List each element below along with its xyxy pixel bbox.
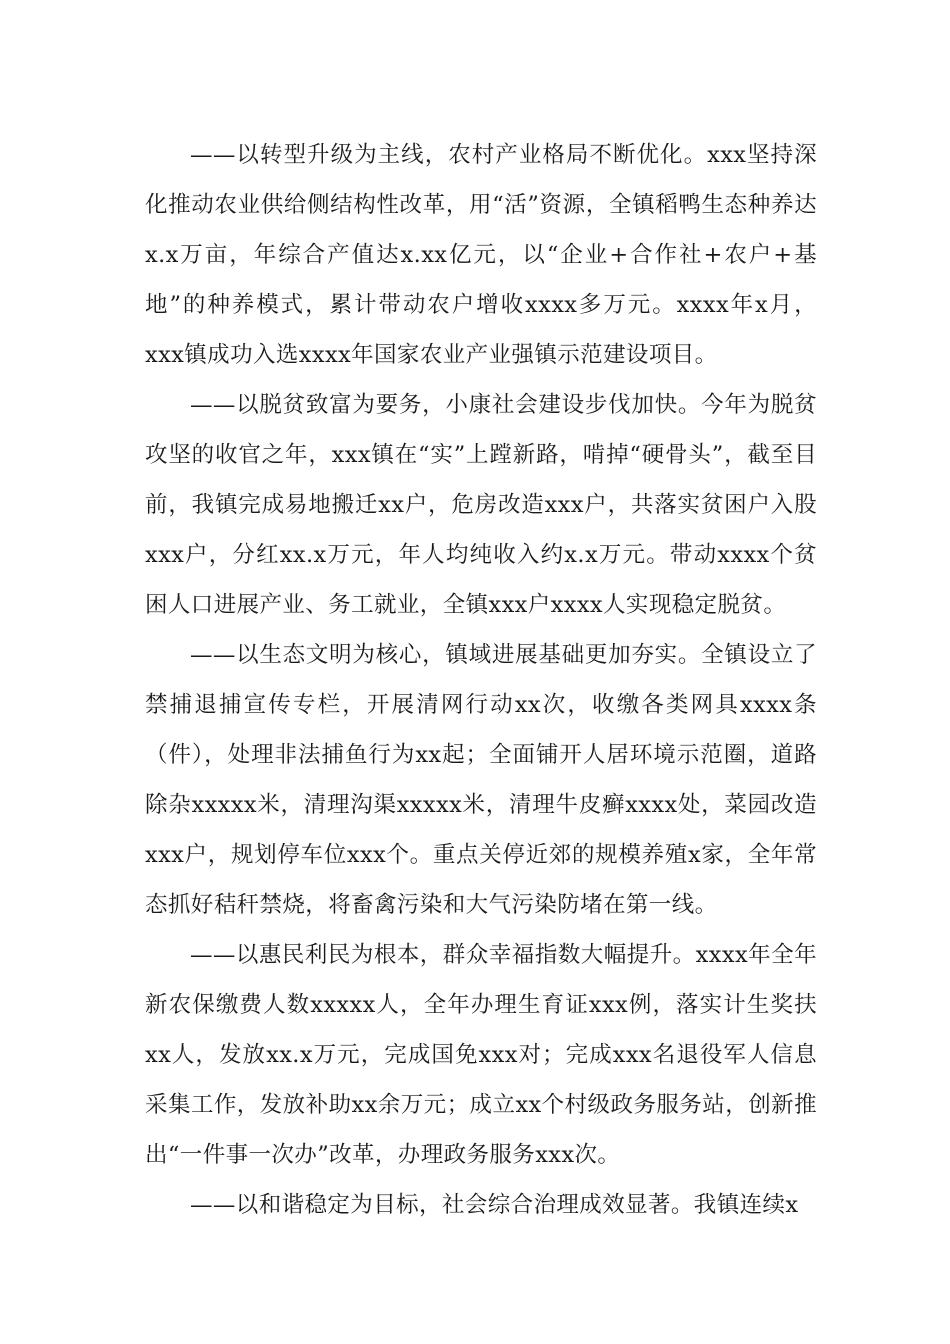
paragraph-social-stability: ——以和谐稳定为目标，社会综合治理成效显著。我镇连续x	[190, 1192, 799, 1218]
paragraph-industry: ——以转型升级为主线，农村产业格局不断优化。xxx坚持深化推动农业供给侧结构性改革，用“活”资源，全镇稻鸭生态种养达x.x万亩，年综合产值达x.xx亿元，以“企业+合作社+农户+基地”的种养模式，累计带动农户增收xxxx多万元。xxxx年x月，xxx镇成功入选xxxx年国家农业产业强镇示范建设项目。	[145, 142, 817, 368]
body-text	[145, 130, 817, 1230]
paragraph-public-welfare: ——以惠民利民为根本，群众幸福指数大幅提升。xxxx年全年新农保缴费人数xxxxx人，全年办理生育证xxx例，落实计生奖扶xx人，发放xx.x万元，完成国免xxx对；完成xxx名退役军人信息采集工作，发放补助xx余万元；成立xx个村级政务服务站，创新推出“一件事一次办”改革，办理政务服务xxx次。	[145, 942, 817, 1168]
paragraph-poverty-alleviation: ——以脱贫致富为要务，小康社会建设步伐加快。今年为脱贫攻坚的收官之年，xxx镇在“实”上蹚新路，啃掉“硬骨头”，截至目前，我镇完成易地搬迁xx户，危房改造xxx户，共落实贫困户入股xxx户，分红xx.x万元，年人均纯收入约x.x万元。带动xxxx个贫困人口进展产业、务工就业，全镇xxx户xxxx人实现稳定脱贫。	[145, 392, 817, 618]
paragraph-ecology: ——以生态文明为核心，镇域进展基础更加夯实。全镇设立了禁捕退捕宣传专栏，开展清网行动xx次，收缴各类网具xxxx条（件），处理非法捕鱼行为xx起；全面铺开人居环境示范圈，道路除杂xxxxx米，清理沟渠xxxxx米，清理牛皮癣xxxx处，菜园改造xxx户，规划停车位xxx个。重点关停近郊的规模养殖x家，全年常态抓好秸秆禁烧，将畜禽污染和大气污染防堵在第一线。	[145, 642, 817, 918]
